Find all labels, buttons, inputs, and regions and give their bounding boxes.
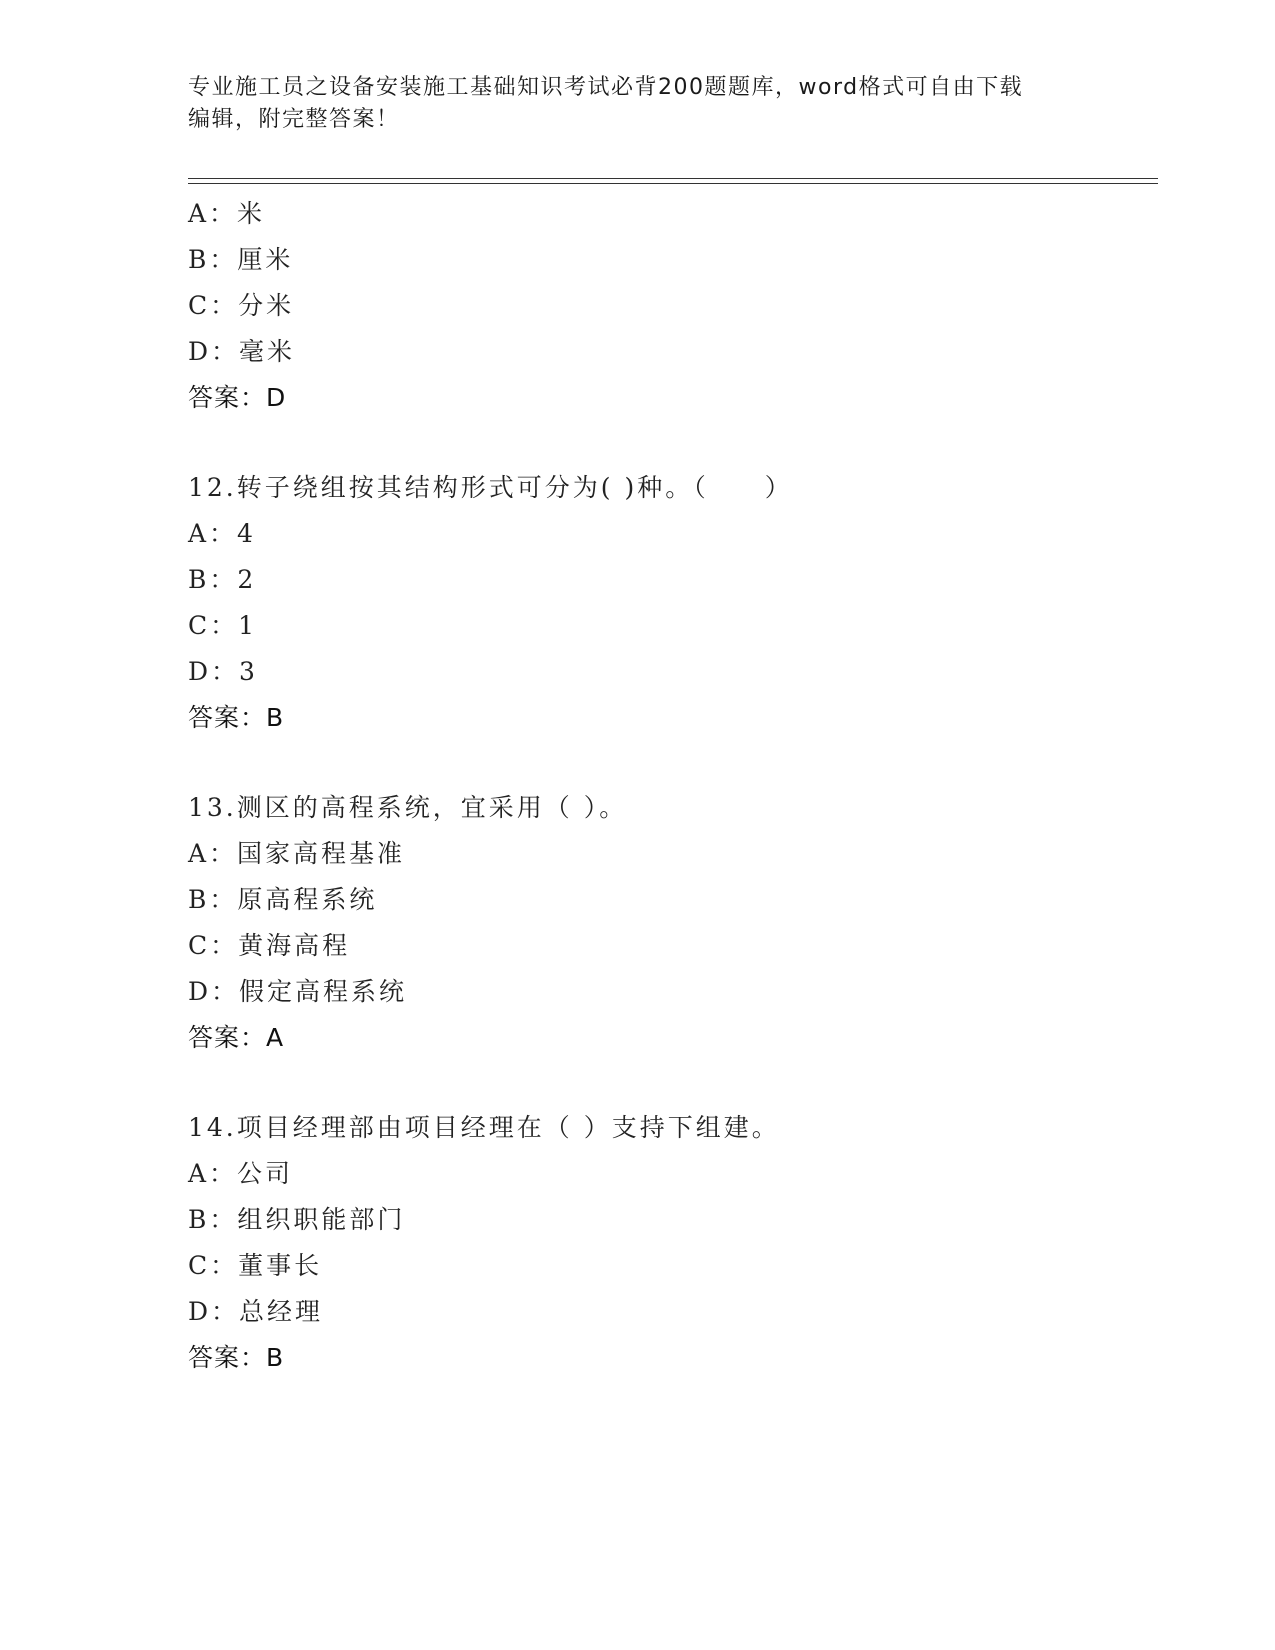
spacer — [188, 421, 1148, 465]
option-d: D：总经理 — [188, 1297, 324, 1326]
option-a: A：公司 — [188, 1159, 294, 1188]
option-c: C：分米 — [188, 291, 295, 320]
option-b: B：原高程系统 — [188, 885, 378, 914]
option-b: B：厘米 — [188, 245, 294, 274]
document-header — [188, 72, 1088, 136]
option-d: D：3 — [188, 657, 258, 686]
answer-line: 答案：B — [188, 703, 285, 732]
question-text: 13.测区的高程系统，宜采用（ ）。 — [188, 793, 628, 822]
answer-line: 答案：A — [188, 1023, 285, 1052]
option-c: C：黄海高程 — [188, 931, 351, 960]
option-d: D：毫米 — [188, 337, 296, 366]
header-line-2: 编辑，附完整答案！ — [188, 107, 400, 132]
question-block-11 — [188, 191, 1148, 421]
option-a: A：国家高程基准 — [188, 839, 406, 868]
option-b: B：2 — [188, 565, 257, 594]
question-block-14 — [188, 1105, 1148, 1381]
option-a: A：4 — [188, 519, 256, 548]
header-rule-bottom — [188, 183, 1158, 184]
question-text: 14.项目经理部由项目经理在（ ）支持下组建。 — [188, 1113, 780, 1142]
spacer — [188, 1061, 1148, 1105]
question-text: 12.转子绕组按其结构形式可分为( )种。（ ） — [188, 473, 793, 502]
option-c: C：董事长 — [188, 1251, 323, 1280]
spacer — [188, 741, 1148, 785]
option-b: B：组织职能部门 — [188, 1205, 406, 1234]
answer-line: 答案：B — [188, 1343, 285, 1372]
question-block-12 — [188, 465, 1148, 741]
question-block-13 — [188, 785, 1148, 1061]
option-d: D：假定高程系统 — [188, 977, 408, 1006]
option-c: C：1 — [188, 611, 258, 640]
header-rule-top — [188, 178, 1158, 179]
question-list — [188, 191, 1148, 1381]
option-a: A：米 — [188, 199, 266, 228]
header-line-1: 专业施工员之设备安装施工基础知识考试必背200题题库，word格式可自由下载 — [188, 75, 1024, 100]
answer-line: 答案：D — [188, 383, 287, 412]
